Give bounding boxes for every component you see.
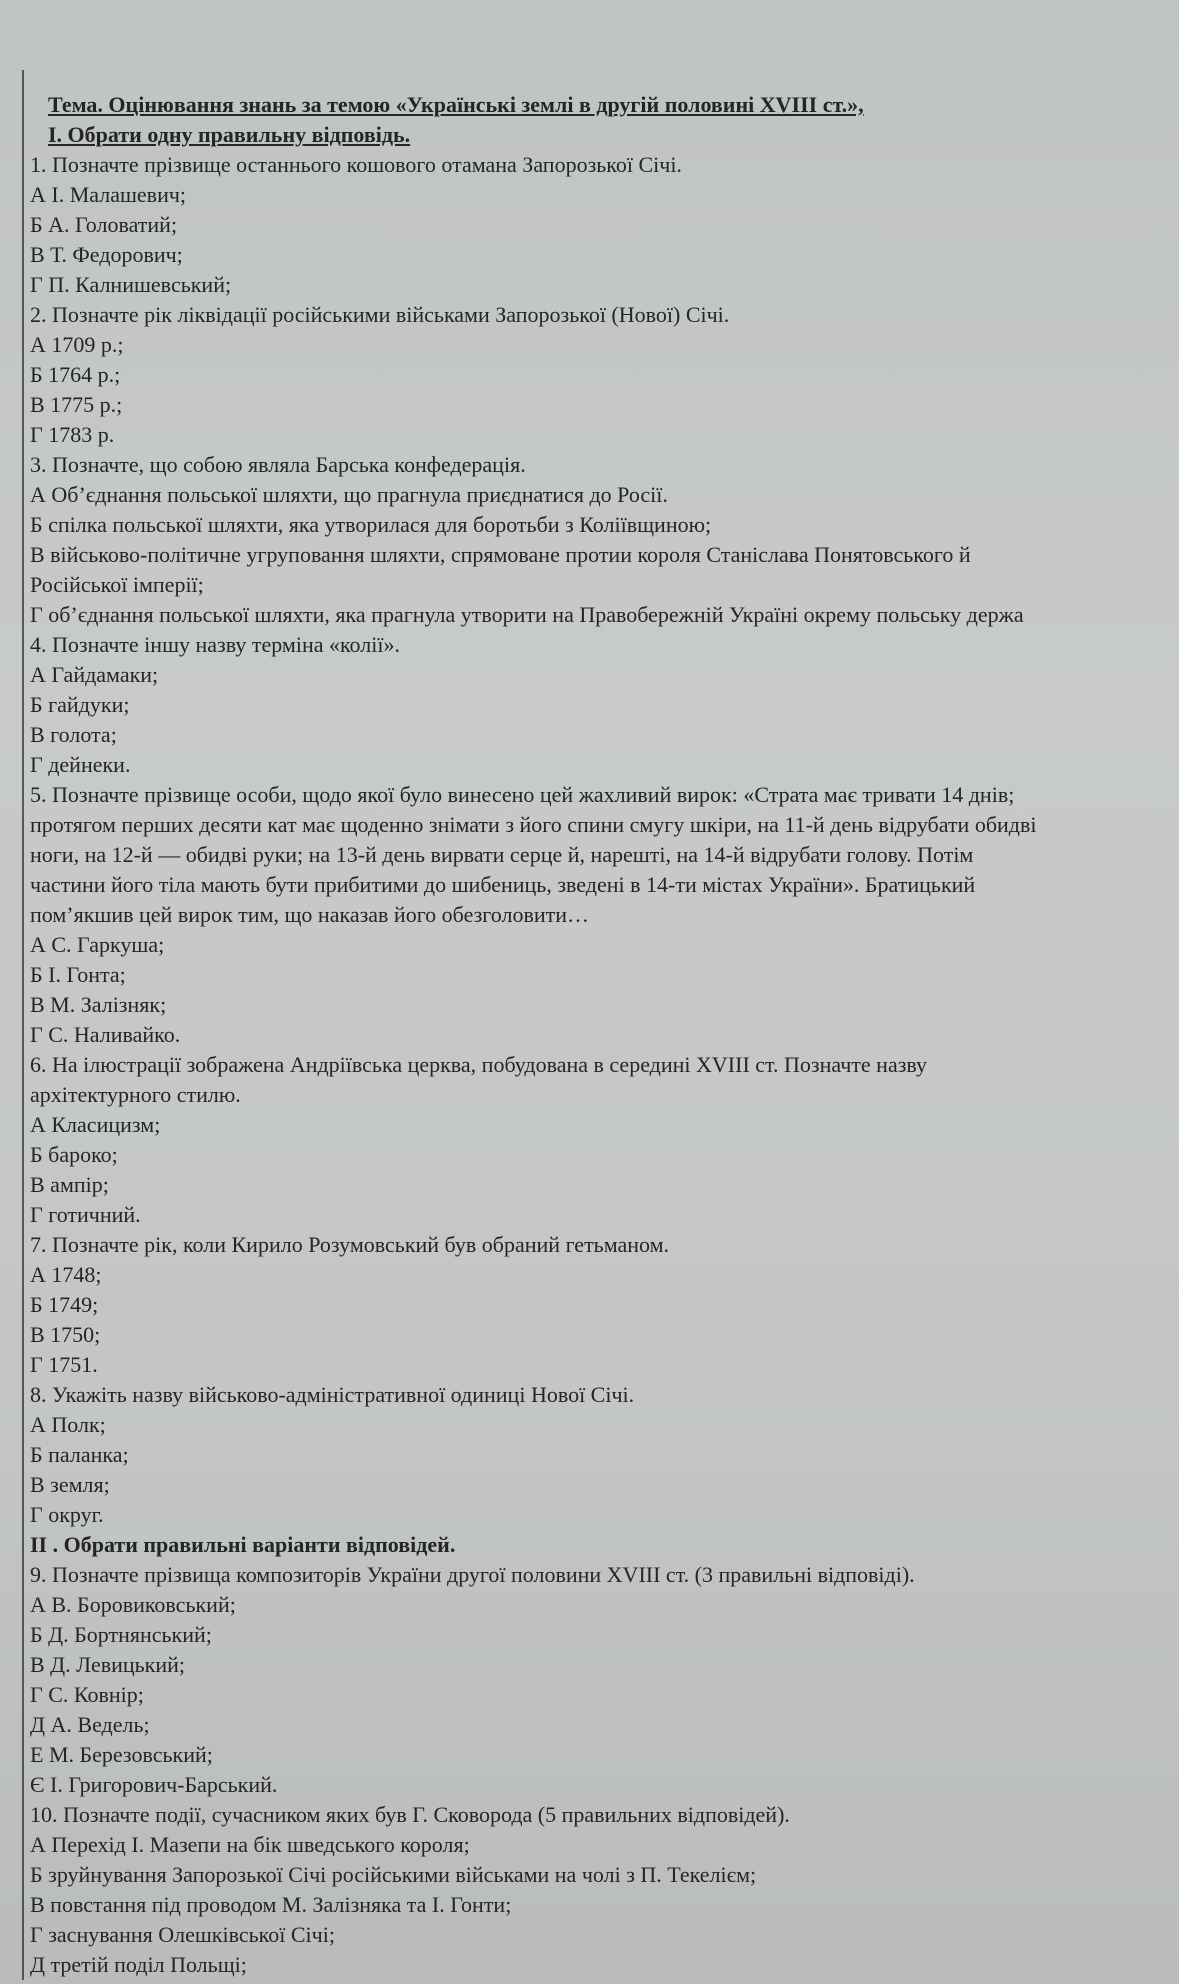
- q7-option-d: Г 1751.: [30, 1352, 98, 1377]
- q3-option-d: Г об’єднання польської шляхти, яка прагнула утворити на Правобережній Україні окрему польську держа: [30, 602, 1024, 627]
- question-5-line-1: 5. Позначте прізвище особи, щодо якої було винесено цей жахливий вирок: «Страта має тривати 14 днів;: [30, 782, 1015, 807]
- q4-option-c: В голота;: [30, 722, 117, 747]
- q6-option-d: Г готичний.: [30, 1202, 141, 1227]
- section-2-heading: ІІ . Обрати правильні варіанти відповідей.: [30, 1532, 456, 1557]
- q10-option-a: А Перехід І. Мазепи на бік шведського короля;: [30, 1832, 470, 1857]
- q5-option-a: А С. Гаркуша;: [30, 932, 165, 957]
- test-document: [30, 90, 1175, 1980]
- q3-option-a: А Об’єднання польської шляхти, що прагнула приєднатися до Росії.: [30, 482, 668, 507]
- q7-option-b: Б 1749;: [30, 1292, 99, 1317]
- q10-option-e: Д третій поділ Польщі;: [30, 1952, 247, 1977]
- q10-option-d: Г заснування Олешківської Січі;: [30, 1922, 335, 1947]
- question-5-line-5: пом’якшив цей вирок тим, що наказав його обезголовити…: [30, 902, 590, 927]
- q3-option-c: В військово-політичне угруповання шляхти, спрямоване протии короля Станіслава Понятовського й: [30, 542, 971, 567]
- q10-option-c: В повстання під проводом М. Залізняка та І. Гонти;: [30, 1892, 512, 1917]
- q8-option-c: В земля;: [30, 1472, 110, 1497]
- q3-option-b: Б спілка польської шляхти, яка утворилася для боротьби з Коліївщиною;: [30, 512, 712, 537]
- section-1-heading: І. Обрати одну правильну відповідь.: [48, 122, 411, 147]
- q9-option-a: А В. Боровиковський;: [30, 1592, 236, 1617]
- q4-option-b: Б гайдуки;: [30, 692, 130, 717]
- q1-option-c: В Т. Федорович;: [30, 242, 183, 267]
- question-1: 1. Позначте прізвище останнього кошового отамана Запорозької Січі.: [30, 152, 682, 177]
- q8-option-a: А Полк;: [30, 1412, 106, 1437]
- q1-option-d: Г П. Калнишевський;: [30, 272, 232, 297]
- q2-option-c: В 1775 р.;: [30, 392, 123, 417]
- q9-option-g: Є І. Григорович-Барський.: [30, 1772, 278, 1797]
- q6-option-a: А Класицизм;: [30, 1112, 161, 1137]
- q7-option-a: А 1748;: [30, 1262, 102, 1287]
- q9-option-e: Д А. Ведель;: [30, 1712, 150, 1737]
- q8-option-b: Б паланка;: [30, 1442, 129, 1467]
- question-6-line-1: 6. На ілюстрації зображена Андріївська церква, побудована в середині XVIII ст. Позначте назву: [30, 1052, 928, 1077]
- q1-option-b: Б А. Головатий;: [30, 212, 178, 237]
- question-9: 9. Позначте прізвища композиторів України другої половини XVIII ст. (3 правильні відповіді).: [30, 1562, 915, 1587]
- topic-title: Тема. Оцінювання знань за темою «Українські землі в другій половині XVIII ст.»,: [48, 92, 864, 117]
- question-5-line-3: ноги, на 12-й — обидві руки; на 13-й день вирвати серце й, нарешті, на 14-й відрубати голову. Потім: [30, 842, 974, 867]
- question-10: 10. Позначте події, сучасником яких був Г. Сковорода (5 правильних відповідей).: [30, 1802, 790, 1827]
- q5-option-b: Б І. Гонта;: [30, 962, 126, 987]
- q4-option-a: А Гайдамаки;: [30, 662, 159, 687]
- q5-option-d: Г С. Наливайко.: [30, 1022, 181, 1047]
- question-4: 4. Позначте іншу назву терміна «колії».: [30, 632, 400, 657]
- q9-option-c: В Д. Левицький;: [30, 1652, 186, 1677]
- q9-option-f: Е М. Березовський;: [30, 1742, 213, 1767]
- q2-option-a: А 1709 р.;: [30, 332, 124, 357]
- question-5-line-4: частини його тіла мають бути прибитими до шибениць, зведені в 14-ти містах України». Братицький: [30, 872, 976, 897]
- q4-option-d: Г дейнеки.: [30, 752, 131, 777]
- q9-option-b: Б Д. Бортнянський;: [30, 1622, 212, 1647]
- q1-option-a: А І. Малашевич;: [30, 182, 187, 207]
- q10-option-b: Б зруйнування Запорозької Січі російськими військами на чолі з П. Текелієм;: [30, 1862, 757, 1887]
- q6-option-b: Б бароко;: [30, 1142, 118, 1167]
- question-7: 7. Позначте рік, коли Кирило Розумовський був обраний гетьманом.: [30, 1232, 670, 1257]
- q9-option-d: Г С. Ковнір;: [30, 1682, 144, 1707]
- q5-option-c: В М. Залізняк;: [30, 992, 167, 1017]
- question-2: 2. Позначте рік ліквідації російськими військами Запорозької (Нової) Січі.: [30, 302, 730, 327]
- q2-option-b: Б 1764 р.;: [30, 362, 121, 387]
- question-5-line-2: протягом перших десяти кат має щоденно знімати з його спини смугу шкіри, на 11-й день відрубати обидві: [30, 812, 1037, 837]
- q7-option-c: В 1750;: [30, 1322, 101, 1347]
- q3-option-c-cont: Російської імперії;: [30, 572, 204, 597]
- question-3: 3. Позначте, що собою являла Барська конфедерація.: [30, 452, 526, 477]
- question-6-line-2: архітектурного стилю.: [30, 1082, 241, 1107]
- q2-option-d: Г 1783 р.: [30, 422, 115, 447]
- margin-line: [22, 70, 24, 1980]
- q8-option-d: Г округ.: [30, 1502, 104, 1527]
- question-8: 8. Укажіть назву військово-адміністративної одиниці Нової Січі.: [30, 1382, 635, 1407]
- q6-option-c: В ампір;: [30, 1172, 109, 1197]
